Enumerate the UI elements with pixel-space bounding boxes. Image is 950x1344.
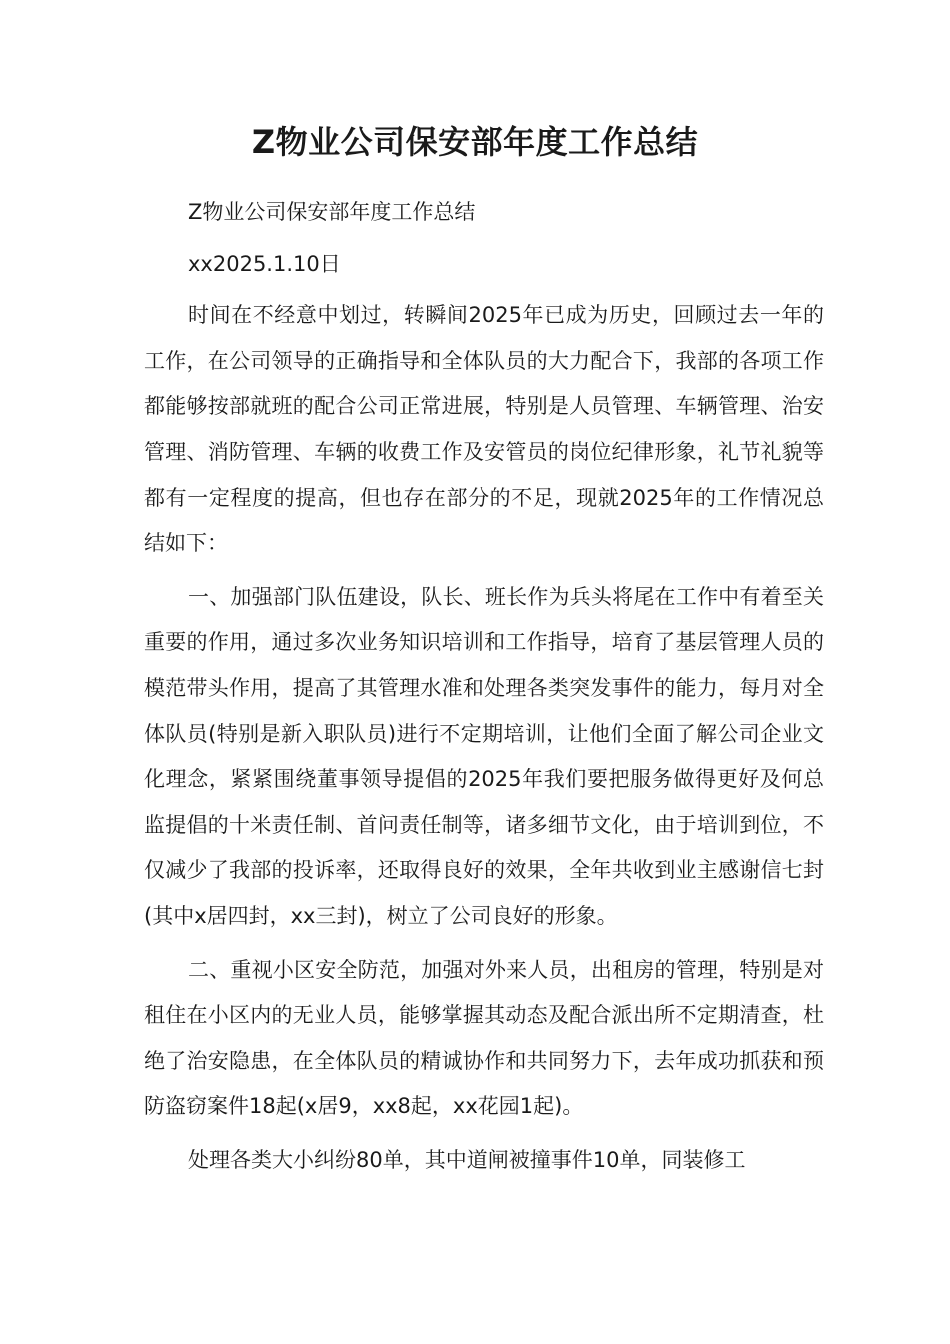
document-title: Z物业公司保安部年度工作总结 (251, 123, 699, 161)
paragraph-intro: 时间在不经意中划过，转瞬间2025年已成为历史，回顾过去一年的工作，在公司领导的正确指导和全体队员的大力配合下，我部的各项工作都能够按部就班的配合公司正常进展，特别是人员管理、车辆管理、治安管理、消防管理、车辆的收费工作及安管员的岗位纪律形象，礼节礼貌等都有一定程度的提高，但也存在部分的不足，现就2025年的工作情况总结如下： (144, 303, 824, 556)
paragraph-disputes: 处理各类大小纠纷80单，其中道闸被撞事件10单，同装修工 (188, 1147, 746, 1172)
document-body (144, 190, 824, 1184)
document-date: xx2025.1.10日 (188, 251, 341, 276)
paragraph-section-two: 二、重视小区安全防范，加强对外来人员，出租房的管理，特别是对租住在小区内的无业人员，能够掌握其动态及配合派出所不定期清查，杜绝了治安隐患，在全体队员的精诚协作和共同努力下，去年成功抓获和预防盗窃案件18起(x居9，xx8起，xx花园1起)。 (144, 957, 824, 1119)
document-subtitle: Z物业公司保安部年度工作总结 (188, 200, 476, 224)
paragraph-section-one: 一、加强部门队伍建设，队长、班长作为兵头将尾在工作中有着至关重要的作用，通过多次业务知识培训和工作指导，培育了基层管理人员的模范带头作用，提高了其管理水准和处理各类突发事件的能力，每月对全体队员(特别是新入职队员)进行不定期培训，让他们全面了解公司企业文化理念，紧紧围绕董事领导提倡的2025年我们要把服务做得更好及何总监提倡的十米责任制、首问责任制等，诸多细节文化，由于培训到位，不仅减少了我部的投诉率，还取得良好的效果，全年共收到业主感谢信七封(其中x居四封，xx三封)，树立了公司良好的形象。 (144, 584, 824, 928)
